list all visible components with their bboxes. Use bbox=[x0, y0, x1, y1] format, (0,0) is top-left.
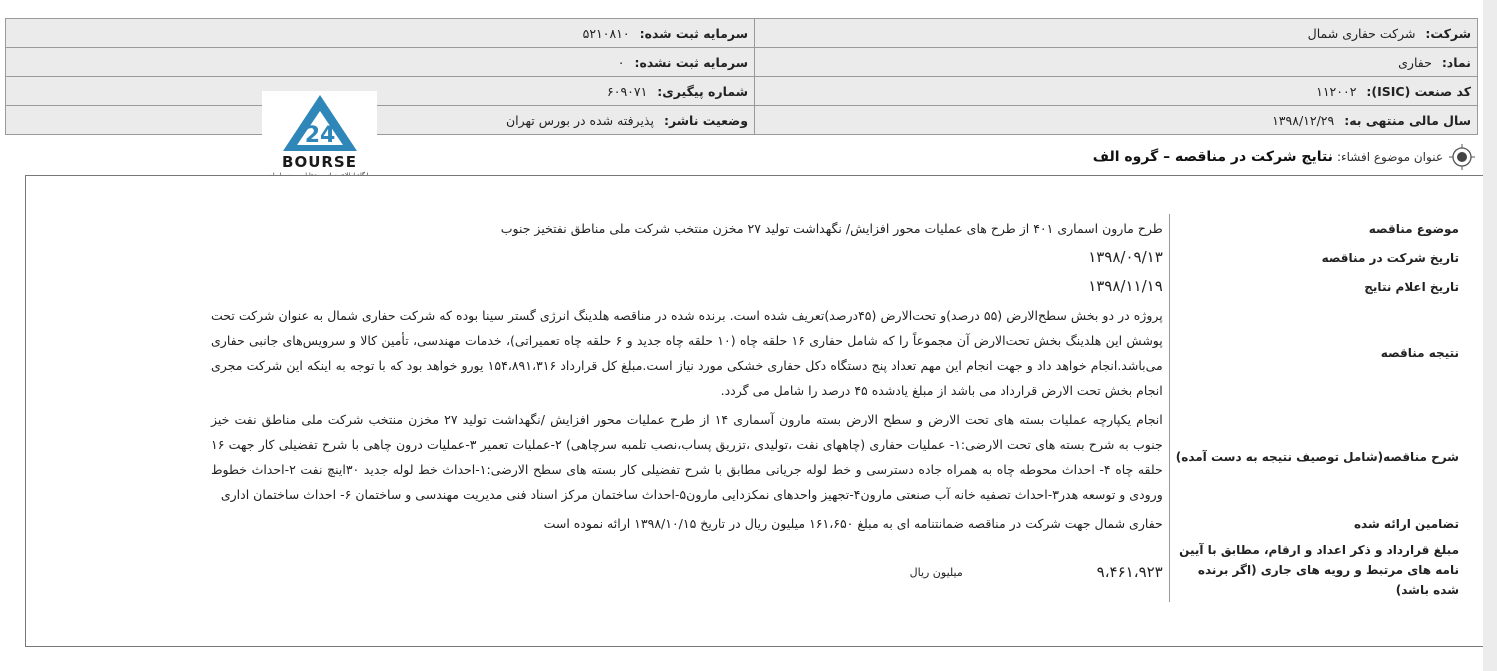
contract-amount-label: مبلغ قرارداد و ذکر اعداد و ارقام، مطابق با آیین نامه های مرتبط و رویه های جاری (اگر برنده شده باشد) bbox=[1169, 538, 1465, 602]
target-bullet-icon bbox=[1449, 144, 1475, 170]
publisher-status-label: وضعیت ناشر: bbox=[663, 112, 748, 128]
tracking-value: ۶۰۹۰۷۱ bbox=[607, 83, 648, 99]
tracking-cell bbox=[6, 77, 755, 106]
company-label: شرکت: bbox=[1425, 25, 1471, 41]
info-row bbox=[6, 19, 1478, 48]
contract-amount-cell bbox=[205, 538, 1169, 602]
tender-subject-label: موضوع مناقصه bbox=[1169, 214, 1465, 243]
tender-description-value: انجام یکپارچه عملیات بسته های تحت الارض و سطح الارض بسته مارون آسماری ۱۴ از طرح عملیات محور افزایش /نگهداشت تولید ۲۷ مخزن منتخب شرکت ملی مناطق نفت خیز جنوب به شرح بسته های تحت الارضی:۱- عملیات حفاری (چاههای نفت ،تولیدی ،تزریق پساب،نصب تلمبه سرچاهی) ۲-عملیات تعمیر ۳-عملیات درون چاهی با شرح تفضیلی کار جهت ۱۶ حلقه چاه ۴- احداث محوطه چاه به همراه جاده دسترسی و خط لوله جریانی مطابق با شرح تفضیلی کار بسته های سطح الارضی:۱-احداث خط لوله جدید ۳۰اینچ نفت ۲-احداث خطوط ورودی و توسعه هدر۳-احداث تصفیه خانه آب صنعتی مارون۴-تجهیز واحدهای نمکزدایی مارون۵-احداث ساختمان مرکز اسناد فنی مدیریت مهندسی و ساختمان ۶- احداث ساختمان اداری bbox=[211, 412, 1163, 502]
company-info-table bbox=[5, 18, 1478, 135]
guarantees-value: حفاری شمال جهت شرکت در مناقصه ضمانتنامه ای به مبلغ ۱۶۱،۶۵۰ میلیون ریال در تاریخ ۱۳۹۸/۱۰/۱۵ ارائه نموده است bbox=[543, 516, 1163, 531]
svg-text:24: 24 bbox=[304, 123, 335, 148]
tender-description-label: شرح مناقصه(شامل توصیف نتیجه به دست آمده) bbox=[1169, 405, 1465, 509]
detail-row bbox=[205, 243, 1465, 272]
detail-row bbox=[205, 301, 1465, 405]
tender-details-box bbox=[25, 175, 1484, 647]
contract-amount-row bbox=[211, 556, 1163, 585]
symbol-value: حفاری bbox=[1398, 54, 1432, 70]
info-row bbox=[6, 106, 1478, 135]
tender-result-label: نتیجه مناقصه bbox=[1169, 301, 1465, 405]
tracking-label: شماره پیگیری: bbox=[657, 83, 748, 99]
detail-row bbox=[205, 272, 1465, 301]
detail-row bbox=[205, 509, 1465, 538]
tender-subject-value: طرح مارون اسماری ۴۰۱ از طرح های عملیات محور افزایش/ نگهداشت تولید ۲۷ مخزن منتخب شرکت ملی مناطق نفتخیز جنوب bbox=[500, 221, 1163, 236]
detail-row bbox=[205, 538, 1465, 602]
fiscal-year-label: سال مالی منتهی به: bbox=[1344, 112, 1471, 128]
info-row bbox=[6, 48, 1478, 77]
bourse-triangle-icon bbox=[281, 93, 359, 155]
tender-details-table bbox=[205, 214, 1465, 602]
isic-cell bbox=[755, 77, 1478, 106]
logo-wordmark: BOURSE bbox=[282, 153, 357, 171]
isic-label: کد صنعت (ISIC): bbox=[1366, 83, 1471, 99]
tender-result-value: پروژه در دو بخش سطح‌الارض (۵۵ درصد)و تحت‌الارض (۴۵درصد)تعریف شده است. برنده شده در مناقصه هلدینگ انرژی گستر سینا بوده که شرکت حفاری شمال به عنوان شرکت تحت پوشش این هلدینگ بخش تحت‌الارض آن مجموعاً را که شامل حفاری ۱۶ حلقه چاه (۱۰ حلقه چاه جدید و ۶ حلقه چاه تعمیراتی)، خدمات مهندسی، تأمین کالا و سرویس‌های جانبی حفاری می‌باشد.انجام خواهد داد و جهت انجام این مهم تعداد پنج دستگاه دکل حفاری خشکی مورد نیاز است.مبلغ کل قرارداد ۱۵۴،۸۹۱،۳۱۶ یورو خواهد بود که با توجه به اینکه این شرکت مجری انجام بخش تحت الارض قرارداد می باشد از مبلغ یادشده ۴۵ درصد را شامل می گردد. bbox=[211, 308, 1163, 398]
publisher-status-cell bbox=[6, 106, 755, 135]
guarantees-label: تضامین ارائه شده bbox=[1169, 509, 1465, 538]
publisher-status-value: پذیرفته شده در بورس تهران bbox=[506, 112, 654, 128]
capital-unregistered-cell bbox=[6, 48, 755, 77]
fiscal-year-value: ۱۳۹۸/۱۲/۲۹ bbox=[1272, 112, 1335, 128]
disclosure-subject bbox=[1093, 144, 1475, 170]
isic-value: ۱۱۲۰۰۲ bbox=[1316, 83, 1357, 99]
symbol-label: نماد: bbox=[1441, 54, 1471, 70]
detail-row bbox=[205, 214, 1465, 243]
capital-unregistered-value: ۰ bbox=[617, 54, 625, 70]
capital-registered-value: ۵۲۱۰۸۱۰ bbox=[582, 25, 630, 41]
scrollbar-track[interactable] bbox=[1483, 0, 1497, 671]
participation-date-value: ۱۳۹۸/۰۹/۱۳ bbox=[1088, 248, 1163, 266]
subject-label: عنوان موضوع افشاء: bbox=[1336, 150, 1443, 164]
symbol-cell bbox=[755, 48, 1478, 77]
capital-registered-cell bbox=[6, 19, 755, 48]
subject-title: نتایج شرکت در مناقصه – گروه الف bbox=[1092, 149, 1333, 165]
fiscal-year-cell bbox=[755, 106, 1478, 135]
detail-row bbox=[205, 405, 1465, 509]
company-value: شرکت حفاری شمال bbox=[1307, 25, 1416, 41]
participation-date-label: تاریخ شرکت در مناقصه bbox=[1169, 243, 1465, 272]
info-row bbox=[6, 77, 1478, 106]
contract-amount-unit: میلیون ریال bbox=[909, 565, 963, 579]
capital-unregistered-label: سرمایه ثبت نشده: bbox=[634, 54, 748, 70]
capital-registered-label: سرمایه ثبت شده: bbox=[639, 25, 748, 41]
contract-amount-value: ۹،۴۶۱،۹۲۳ bbox=[1096, 562, 1163, 581]
results-date-label: تاریخ اعلام نتایج bbox=[1169, 272, 1465, 301]
company-cell bbox=[755, 19, 1478, 48]
results-date-value: ۱۳۹۸/۱۱/۱۹ bbox=[1088, 277, 1163, 295]
